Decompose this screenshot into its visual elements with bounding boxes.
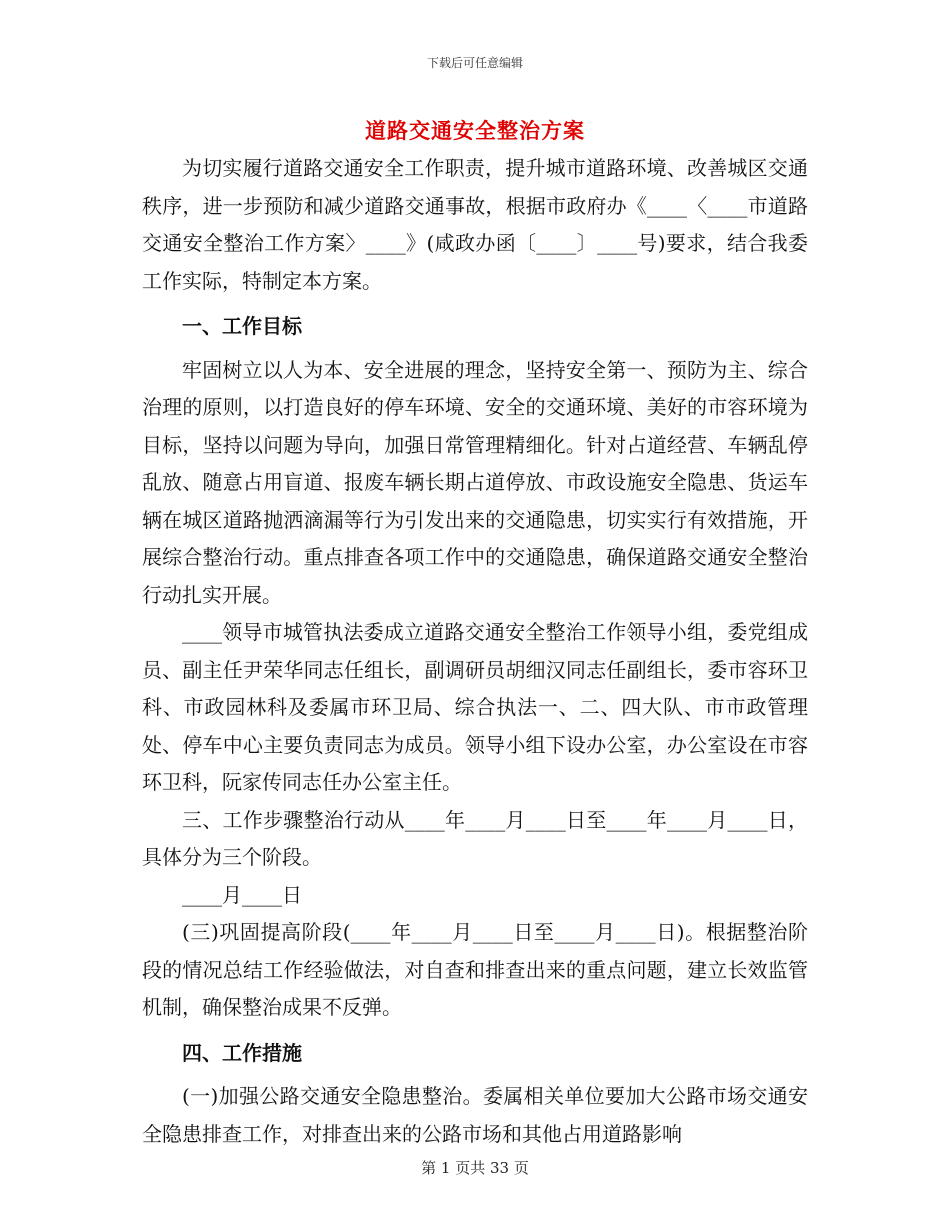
steps-paragraph: 三、工作步骤整治行动从____年____月____日至____年____月____日，具体分为三个阶段。 — [142, 807, 808, 869]
page-footer: 第 1 页共 33 页 — [421, 1159, 529, 1177]
section-heading-measures: 四、工作措施 — [182, 1040, 302, 1065]
goals-paragraph: 牢固树立以人为本、安全进展的理念，坚持安全第一、预防为主、综合治理的原则，以打造良好的停车环境、安全的交通环境、美好的市容环境为目标，坚持以问题为导向，加强日常管理精细化。针对占道经营、车辆乱停乱放、随意占用盲道、报废车辆长期占道停放、市政设施安全隐患、货运车辆在城区道路抛洒滴漏等行为引发出来的交通隐患，切实实行有效措施，开展综合整治行动。重点排查各项工作中的交通隐患，确保道路交通安全整治行动扎实开展。 — [142, 357, 808, 607]
header-note: 下载后可任意编辑 — [426, 56, 523, 70]
leadership-paragraph: ____领导市城管执法委成立道路交通安全整治工作领导小组，委党组成员、副主任尹荣华同志任组长，副调研员胡细汉同志任副组长，委市容环卫科、市政园林科及委属市环卫局、综合执法一、二、四大队、市市政管理处、停车中心主要负责同志为成员。领导小组下设办公室，办公室设在市容环卫科，阮家传同志任办公室主任。 — [142, 620, 808, 794]
measures-paragraph: (一)加强公路交通安全隐患整治。委属相关单位要加大公路市场交通安全隐患排查工作，对排查出来的公路市场和其他占用道路影响 — [142, 1084, 808, 1146]
document-title: 道路交通安全整治方案 — [365, 118, 585, 143]
section-heading-goals: 一、工作目标 — [182, 314, 302, 338]
date-line: ____月____日 — [182, 882, 302, 907]
document-body — [142, 150, 808, 1153]
consolidation-paragraph: (三)巩固提高阶段(____年____月____日至____月____日)。根据整治阶段的情况总结工作经验做法，对自查和排查出来的重点问题，建立长效监管机制，确保整治成果不反弹。 — [142, 920, 808, 1019]
intro-paragraph: 为切实履行道路交通安全工作职责，提升城市道路环境、改善城区交通秩序，进一步预防和减少道路交通事故，根据市政府办《____〈____市道路交通安全整治工作方案〉____》(咸政办函〔____〕____号)要求，结合我委工作实际，特制定本方案。 — [142, 156, 808, 293]
